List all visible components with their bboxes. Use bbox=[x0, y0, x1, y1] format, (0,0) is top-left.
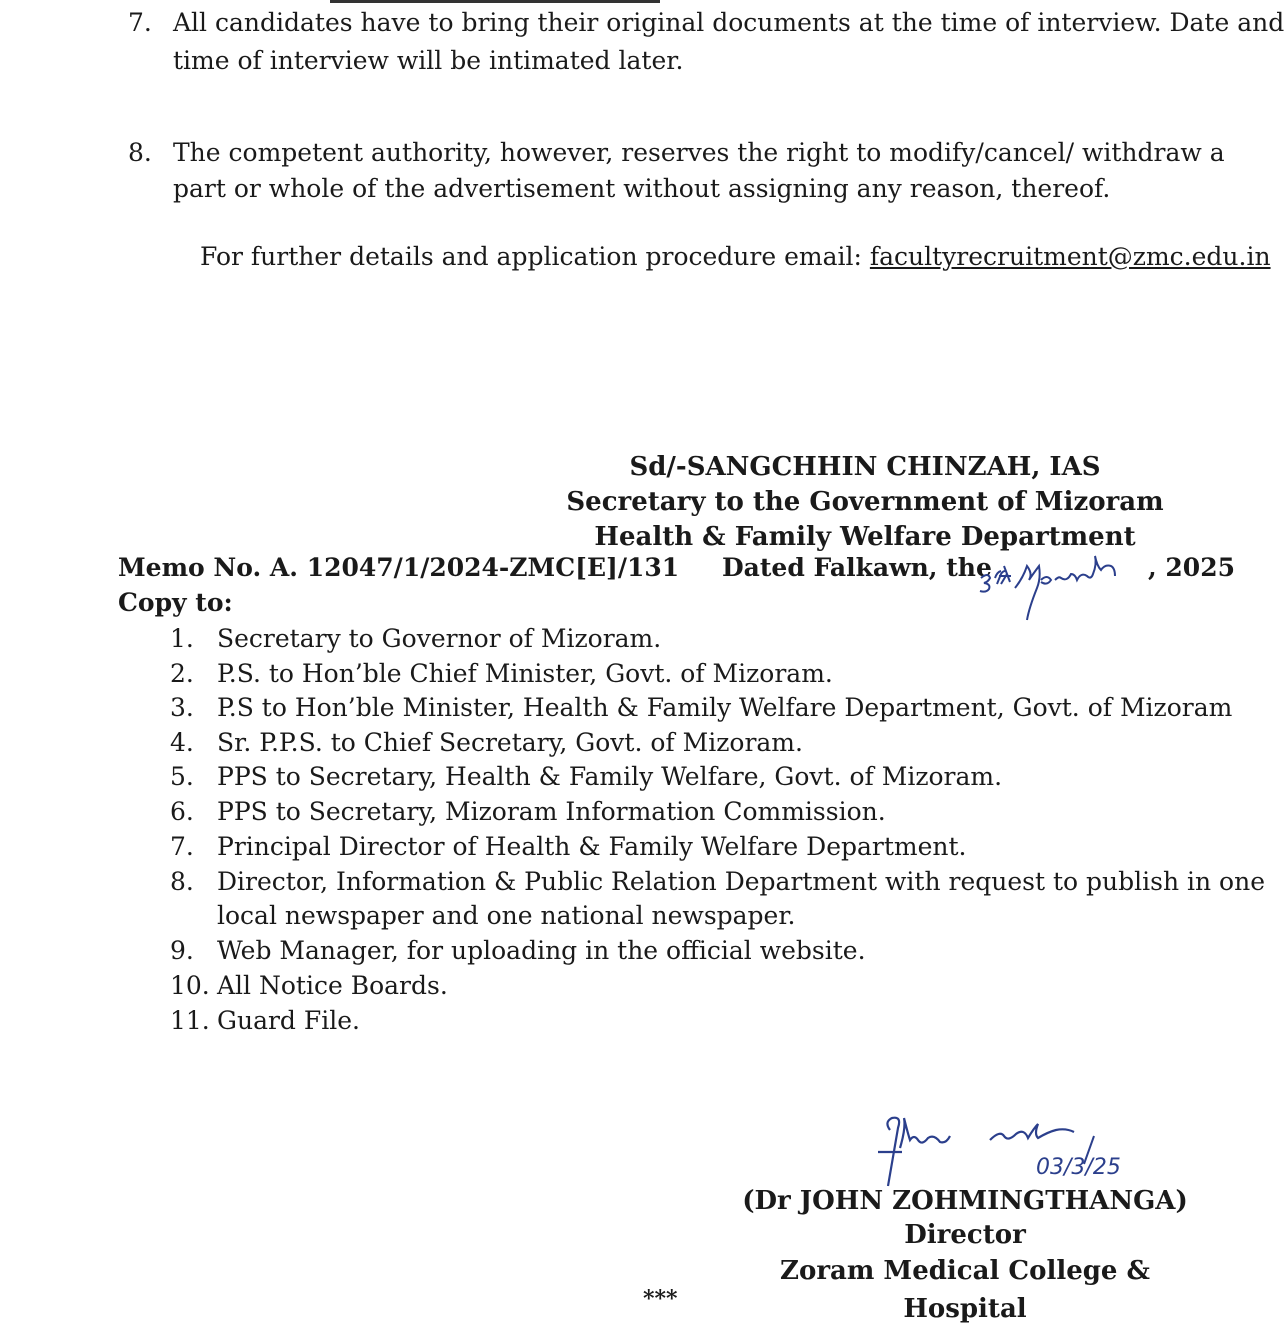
copy-item: 10. All Notice Boards. bbox=[170, 971, 448, 1000]
item-number: 7. bbox=[128, 8, 152, 37]
memo-number: Memo No. A. 12047/1/2024-ZMC[E]/131 bbox=[118, 553, 680, 582]
item-text-line2: time of interview will be intimated later. bbox=[173, 46, 684, 75]
director-name: (Dr JOHN ZOHMINGTHANGA) bbox=[742, 1186, 1188, 1216]
copy-item: 8. Director, Information & Public Relation Department with request to publish in one bbox=[170, 867, 1265, 896]
copy-item: 5. PPS to Secretary, Health & Family Welfare, Govt. of Mizoram. bbox=[170, 762, 1003, 791]
item-text-line1: The competent authority, however, reserves the right to modify/cancel/ withdraw a bbox=[173, 138, 1225, 167]
item-text-line2: part or whole of the advertisement without assigning any reason, thereof. bbox=[173, 174, 1111, 203]
director-title: Director bbox=[904, 1220, 1026, 1250]
copy-item: 9. Web Manager, for uploading in the official website. bbox=[170, 936, 866, 965]
copy-to-label: Copy to: bbox=[118, 588, 233, 617]
copy-item: 2. P.S. to Hon’ble Chief Minister, Govt. of Mizoram. bbox=[170, 659, 833, 688]
copy-item: 11. Guard File. bbox=[170, 1006, 360, 1035]
copy-item: 1. Secretary to Governor of Mizoram. bbox=[170, 624, 662, 653]
end-marker: *** bbox=[643, 1286, 678, 1312]
item-number: 8. bbox=[128, 138, 152, 167]
copy-item: 4. Sr. P.P.S. to Chief Secretary, Govt. of Mizoram. bbox=[170, 728, 803, 757]
copy-item: 3. P.S to Hon’ble Minister, Health & Family Welfare Department, Govt. of Mizoram bbox=[170, 693, 1233, 722]
further-details-text: For further details and application procedure email: bbox=[200, 242, 870, 271]
svg-text:3rd March: 3rd March bbox=[975, 622, 981, 623]
top-rule bbox=[330, 0, 660, 3]
handwritten-date bbox=[975, 552, 1135, 627]
copy-item: 6. PPS to Secretary, Mizoram Information Commission. bbox=[170, 797, 886, 826]
secretary-name: Sd/-SANGCHHIN CHINZAH, IAS bbox=[629, 452, 1101, 482]
dated-label: Dated Falkawn, the bbox=[722, 553, 992, 582]
secretary-designation: Secretary to the Government of Mizoram bbox=[566, 487, 1164, 517]
memo-year: , 2025 bbox=[1148, 553, 1235, 582]
further-details-line bbox=[200, 242, 1271, 271]
secretary-department: Health & Family Welfare Department bbox=[594, 522, 1136, 552]
director-organization: Zoram Medical College & Hospital bbox=[780, 1256, 1150, 1324]
copy-item-continued: local newspaper and one national newspaper. bbox=[217, 901, 796, 930]
email-link[interactable]: facultyrecruitment@zmc.edu.in bbox=[869, 242, 1271, 271]
item-text-line1: All candidates have to bring their original documents at the time of interview. Date and bbox=[173, 8, 1285, 37]
director-signature bbox=[870, 1110, 1150, 1190]
copy-item: 7. Principal Director of Health & Family Welfare Department. bbox=[170, 832, 967, 861]
svg-text:03/3/25: 03/3/25 bbox=[1036, 1155, 1121, 1180]
